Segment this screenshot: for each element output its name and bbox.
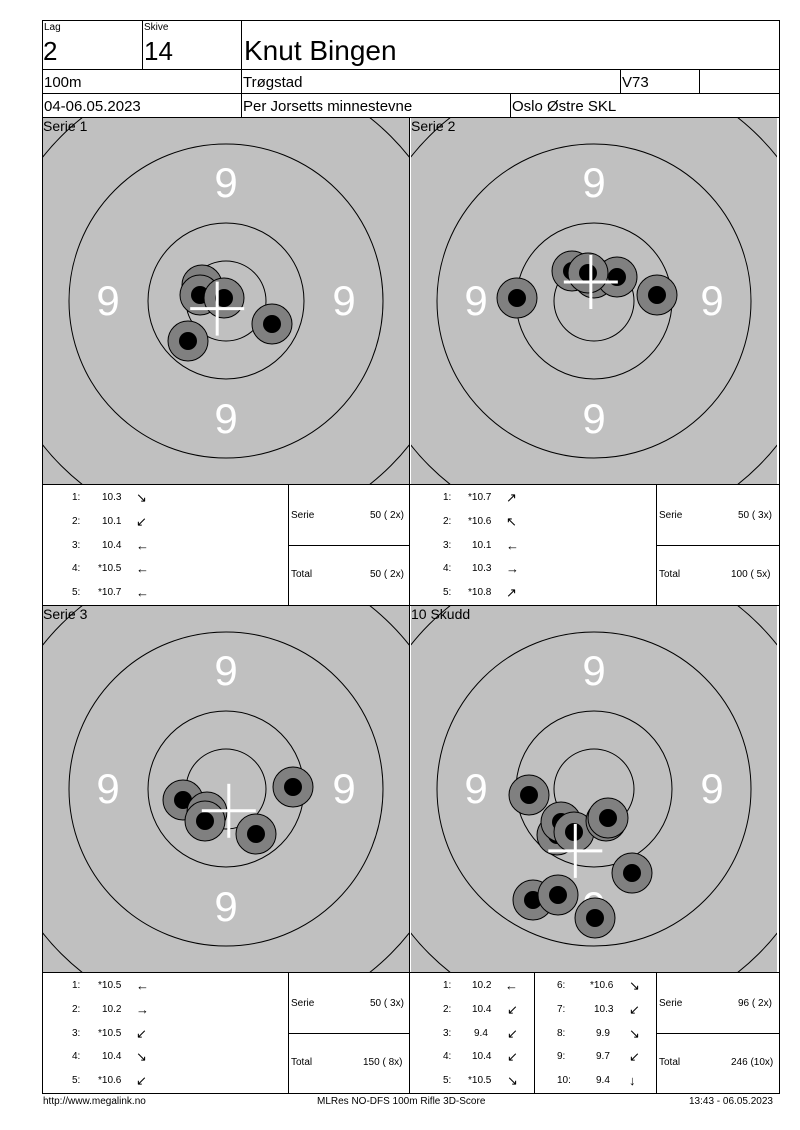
serie-label: Serie [291, 510, 315, 521]
total-value: 50 ( 2x) [370, 569, 404, 580]
footer-url[interactable]: http://www.megalink.no [43, 1096, 146, 1107]
arrow-icon: ← [136, 561, 149, 576]
date: 04-06.05.2023 [44, 98, 141, 115]
ring-number-label: 9 [582, 395, 606, 442]
arrow-icon: ↗ [506, 490, 517, 505]
shot-hit [568, 253, 608, 293]
arrow-icon: ← [136, 585, 149, 600]
shot-hit [509, 775, 549, 815]
target-title: 10 Skudd [411, 606, 471, 622]
arrow-icon: ↖ [506, 514, 517, 529]
serie-label: Serie [659, 510, 683, 521]
arrow-icon: ↘ [136, 490, 147, 505]
ring-number-label: 9 [214, 395, 238, 442]
arrow-icon: ↙ [507, 1026, 518, 1041]
lag-value: 2 [43, 36, 58, 66]
ring-number-label: 9 [96, 277, 120, 324]
arrow-icon: ↙ [507, 1002, 518, 1017]
arrow-icon: → [506, 561, 519, 576]
arrow-icon: ↙ [136, 1073, 147, 1088]
class: V73 [622, 74, 649, 91]
arrow-icon: ↙ [136, 1026, 147, 1041]
shot-hit [637, 275, 677, 315]
arrow-icon: ↘ [629, 1026, 640, 1041]
skive-value: 14 [144, 36, 173, 66]
target-face [43, 118, 409, 484]
serie-value: 96 ( 2x) [738, 998, 772, 1009]
shot-hit [273, 767, 313, 807]
arrow-icon: ↙ [507, 1049, 518, 1064]
footer-software: MLRes NO-DFS 100m Rifle 3D-Score [317, 1096, 486, 1107]
shot-hit [252, 304, 292, 344]
shot-hit [538, 875, 578, 915]
lag-label: Lag [44, 22, 61, 33]
target-face [43, 606, 409, 972]
total-label: Total [659, 1057, 681, 1068]
arrow-icon: ↙ [629, 1002, 640, 1017]
skive-label: Skive [144, 22, 169, 33]
serie-value: 50 ( 3x) [370, 998, 404, 1009]
target-title: Serie 1 [43, 118, 88, 134]
shot-hit [168, 321, 208, 361]
location: Trøgstad [243, 74, 303, 91]
shot-hit [185, 801, 225, 841]
total-value: 150 ( 8x) [363, 1057, 403, 1068]
ring-number-label: 9 [700, 277, 724, 324]
total-label: Total [291, 569, 313, 580]
target-title: Serie 2 [411, 118, 456, 134]
serie-value: 50 ( 2x) [370, 510, 404, 521]
ring-number-label: 9 [96, 765, 120, 812]
total-value: 246 (10x) [731, 1057, 774, 1068]
arrow-icon: ← [505, 978, 518, 993]
ring-number-label: 9 [332, 765, 356, 812]
target-serie-1 [43, 118, 409, 484]
arrow-icon: ↘ [136, 1049, 147, 1064]
shooter-name: Knut Bingen [244, 35, 397, 66]
target-10-skudd [411, 606, 777, 972]
ring-number-label: 9 [464, 277, 488, 324]
arrow-icon: ← [136, 978, 149, 993]
total-label: Total [291, 1057, 313, 1068]
arrow-icon: ← [506, 538, 519, 553]
arrow-icon: → [136, 1002, 149, 1017]
shot-hit [204, 278, 244, 318]
shot-hit [575, 898, 615, 938]
arrow-icon: ↘ [629, 978, 640, 993]
arrow-icon: ↗ [506, 585, 517, 600]
target-serie-2 [411, 118, 777, 484]
arrow-icon: ↘ [507, 1073, 518, 1088]
shot-hit [588, 798, 628, 838]
arrow-icon: ↙ [629, 1049, 640, 1064]
arrow-icon: ↙ [136, 514, 147, 529]
arrow-icon: ↓ [629, 1073, 636, 1088]
event-name: Per Jorsetts minnestevne [243, 98, 413, 115]
ring-number-label: 9 [464, 765, 488, 812]
target-face [411, 606, 777, 972]
shot-hit [612, 853, 652, 893]
serie-label: Serie [659, 998, 683, 1009]
footer-timestamp: 13:43 - 06.05.2023 [689, 1096, 773, 1107]
total-label: Total [659, 569, 681, 580]
target-title: Serie 3 [43, 606, 88, 622]
shot-hit [497, 278, 537, 318]
arrow-icon: ← [136, 538, 149, 553]
ring-number-label: 9 [700, 765, 724, 812]
ring-number-label: 9 [582, 647, 606, 694]
distance: 100m [44, 74, 82, 91]
ring-number-label: 9 [214, 647, 238, 694]
target-face [411, 118, 777, 484]
serie-value: 50 ( 3x) [738, 510, 772, 521]
ring-number-label: 9 [332, 277, 356, 324]
shot-hit [236, 814, 276, 854]
serie-label: Serie [291, 998, 315, 1009]
club: Oslo Østre SKL [512, 98, 617, 115]
total-value: 100 ( 5x) [731, 569, 771, 580]
ring-number-label: 9 [214, 883, 238, 930]
target-serie-3 [43, 606, 409, 972]
ring-number-label: 9 [582, 159, 606, 206]
ring-number-label: 9 [214, 159, 238, 206]
